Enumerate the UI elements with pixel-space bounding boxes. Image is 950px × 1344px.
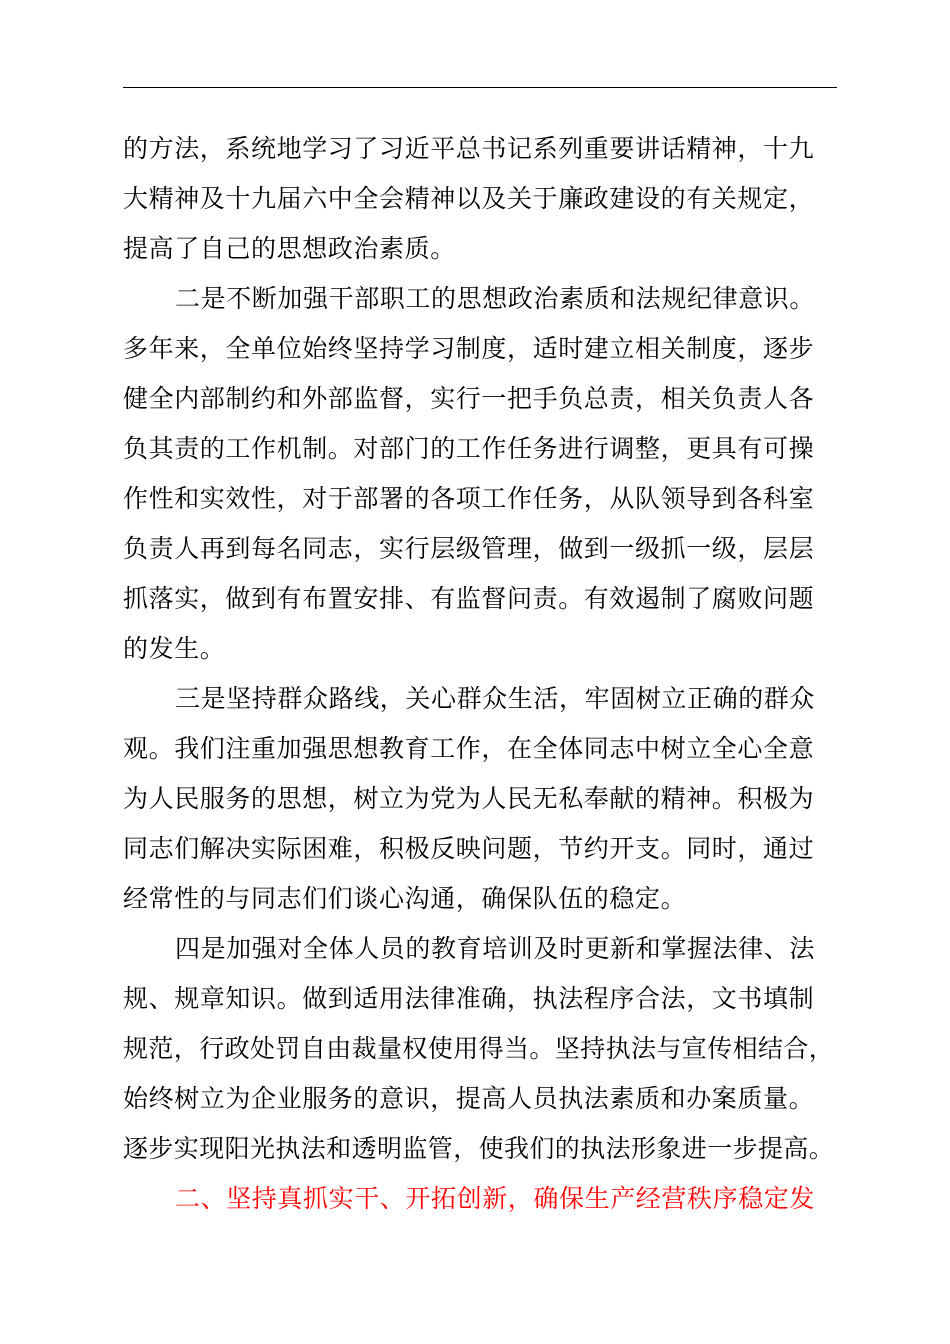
text-line: 经常性的与同志们们谈心沟通，确保队伍的稳定。 [123,884,687,913]
text-line: 多年来，全单位始终坚持学习制度，适时建立相关制度，逐步 [123,334,815,363]
text-line: 始终树立为企业服务的意识，提高人员执法素质和办案质量。 [123,1084,815,1113]
text-line: 的方法，系统地学习了习近平总书记系列重要讲话精神，十九 [123,134,815,163]
text-line: 逐步实现阳光执法和透明监管，使我们的执法形象进一步提高。 [123,1134,835,1163]
text-line: 负其责的工作机制。对部门的工作任务进行调整，更具有可操 [123,434,815,463]
paragraph-start-line: 四是加强对全体人员的教育培训及时更新和掌握法律、法 [175,934,816,963]
text-line: 规、规章知识。做到适用法律准确，执法程序合法，文书填制 [123,984,815,1013]
text-line: 健全内部制约和外部监督，实行一把手负总责，相关负责人各 [123,384,815,413]
text-line: 提高了自己的思想政治素质。 [123,234,456,263]
header-rule [123,87,837,88]
text-line: 同志们解决实际困难，积极反映问题，节约开支。同时，通过 [123,834,815,863]
text-line: 负责人再到每名同志，实行层级管理，做到一级抓一级，层层 [123,534,815,563]
document-body [123,124,837,1224]
text-line: 大精神及十九届六中全会精神以及关于廉政建设的有关规定， [123,184,815,213]
section-heading: 二、坚持真抓实干、开拓创新，确保生产经营秩序稳定发 [175,1184,816,1213]
text-line: 规范，行政处罚自由裁量权使用得当。坚持执法与宣传相结合， [123,1034,835,1063]
text-line: 为人民服务的思想，树立为党为人民无私奉献的精神。积极为 [123,784,815,813]
text-line: 抓落实，做到有布置安排、有监督问责。有效遏制了腐败问题 [123,584,815,613]
text-line: 观。我们注重加强思想教育工作，在全体同志中树立全心全意 [123,734,815,763]
text-line: 的发生。 [123,634,226,663]
text-line: 作性和实效性，对于部署的各项工作任务，从队领导到各科室 [123,484,815,513]
paragraph-start-line: 三是坚持群众路线，关心群众生活，牢固树立正确的群众 [175,684,816,713]
paragraph-start-line: 二是不断加强干部职工的思想政治素质和法规纪律意识。 [175,284,816,313]
